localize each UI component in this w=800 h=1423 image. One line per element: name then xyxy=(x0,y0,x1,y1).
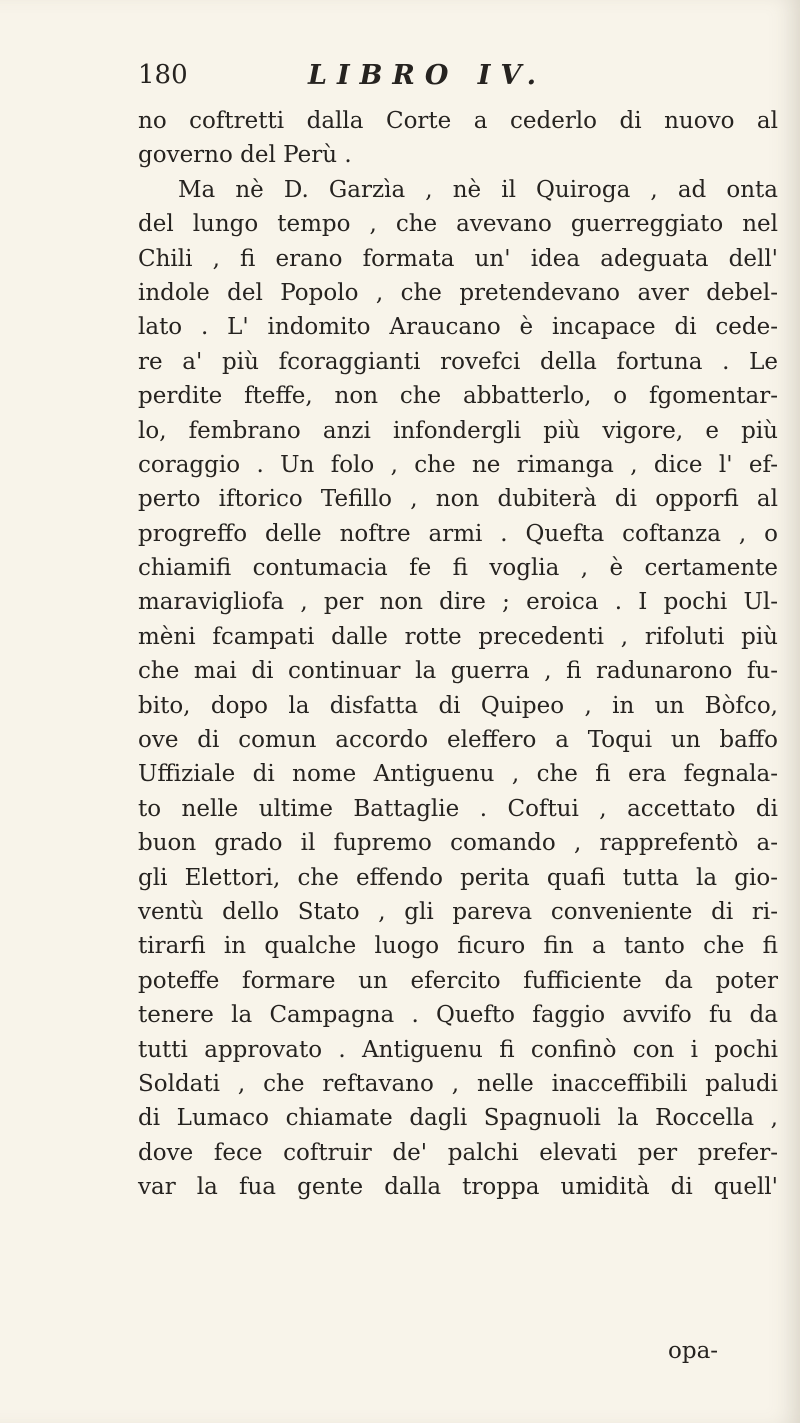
text-line: del lungo tempo , che avevano guerreggiato nel xyxy=(138,211,778,238)
text-line: Uffiziale di nome Antiguenu , che fi era fegnala- xyxy=(138,761,778,788)
text-line: lo, fembrano anzi infondergli più vigore, e più xyxy=(138,417,778,444)
text-line: maravigliofa , per non dire ; eroica . I pochi Ul- xyxy=(138,589,778,616)
text-line: ventù dello Stato , gli pareva conveniente di ri- xyxy=(138,898,778,925)
text-line: to nelle ultime Battaglie . Coftui , accettato di xyxy=(138,795,778,822)
running-head: LIBRO IV. xyxy=(308,60,547,91)
text-line: che mai di continuar la guerra , fi radunarono fu- xyxy=(138,658,778,685)
text-line: Ma nè D. Garzìa , nè il Quiroga , ad onta xyxy=(178,176,778,203)
text-line: perto iftorico Tefillo , non dubiterà di opporfi al xyxy=(138,486,778,513)
text-line: mèni fcampati dalle rotte precedenti , rifoluti più xyxy=(138,623,778,650)
text-line: buon grado il fupremo comando , rapprefentò a- xyxy=(138,830,778,857)
text-line: bito, dopo la disfatta di Quipeo , in un Bòfco, xyxy=(138,692,778,719)
text-line: perdite fteffe, non che abbatterlo, o fgomentar- xyxy=(138,383,778,410)
text-line: coraggio . Un folo , che ne rimanga , dice l' ef- xyxy=(138,451,778,478)
text-line: lato . L' indomito Araucano è incapace di cede- xyxy=(138,314,778,341)
text-line: chiamifi contumacia fe fi voglia , è certamente xyxy=(138,555,778,582)
text-line: Chili , fi erano formata un' idea adeguata dell' xyxy=(138,245,778,272)
text-line: re a' più fcoraggianti rovefci della fortuna . Le xyxy=(138,348,778,375)
catchword: opa- xyxy=(668,1338,719,1364)
text-line: ove di comun accordo eleffero a Toqui un baffo xyxy=(138,727,778,754)
page-header xyxy=(138,60,658,100)
page-number: 180 xyxy=(138,60,188,90)
text-line: tenere la Campagna . Quefto faggio avvifo fu da xyxy=(138,1002,778,1029)
text-line: indole del Popolo , che pretendevano aver debel- xyxy=(138,279,778,306)
text-line: poteffe formare un efercito fufficiente da poter xyxy=(138,967,778,994)
text-line: gli Elettori, che effendo perita quafi tutta la gio- xyxy=(138,864,778,891)
text-line: no coftretti dalla Corte a cederlo di nuovo al xyxy=(138,108,778,134)
text-line: Soldati , che reftavano , nelle inacceffibili paludi xyxy=(138,1070,778,1097)
text-line: tutti approvato . Antiguenu fi confinò con i pochi xyxy=(138,1036,778,1063)
text-line: var la fua gente dalla troppa umidità di quell' xyxy=(138,1174,778,1201)
text-line: di Lumaco chiamate dagli Spagnuoli la Roccella , xyxy=(138,1105,778,1132)
text-line: progreffo delle noftre armi . Quefta coftanza , o xyxy=(138,520,778,547)
body-text xyxy=(138,104,778,1205)
text-line: governo del Perù . xyxy=(138,142,352,169)
text-line: dove fece coftruir de' palchi elevati per prefer- xyxy=(138,1139,778,1166)
text-line: tirarfi in qualche luogo ficuro fin a tanto che fi xyxy=(138,933,778,960)
